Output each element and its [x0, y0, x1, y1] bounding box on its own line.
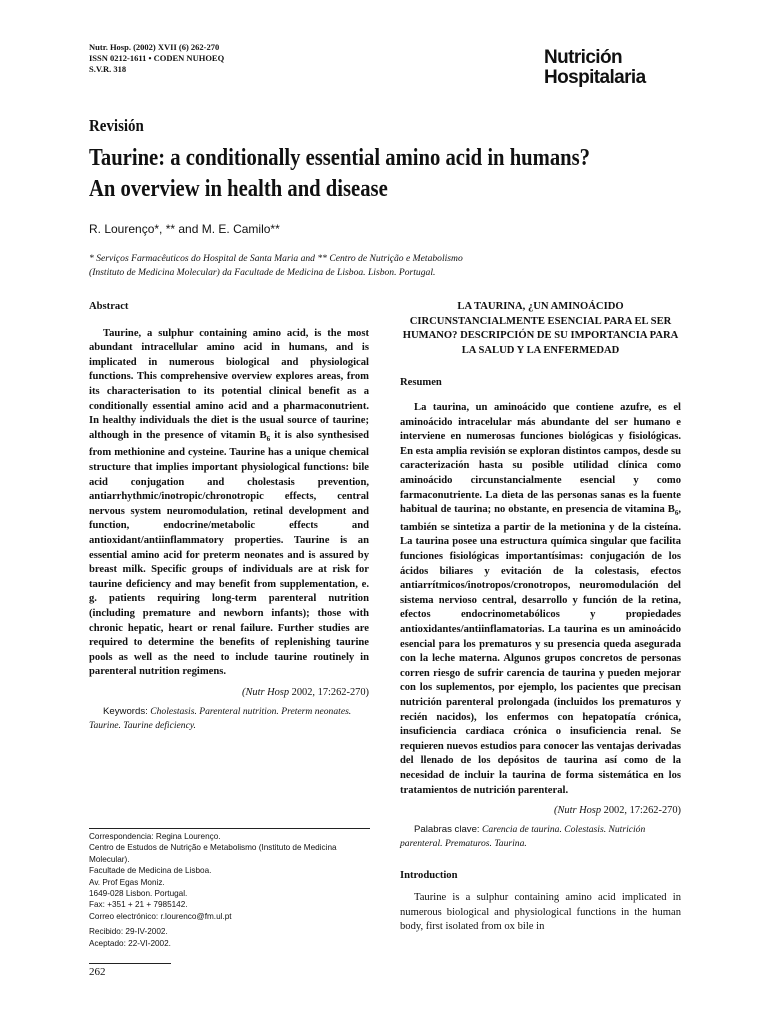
spanish-title: LA TAURINA, ¿UN AMINOÁCIDO CIRCUNSTANCIALMENTE ESENCIAL PARA EL SER HUMANO? DESCRIPCIÓN DE SU IMPORTANCIA PARA LA SALUD Y LA ENFERMEDAD — [402, 301, 679, 356]
page-number-divider — [89, 963, 171, 964]
affiliation-line-2: (Instituto de Medicina Molecular) da Facultade de Medicina de Lisboa. Lisbon. Portugal. — [89, 267, 436, 278]
journal-meta — [89, 42, 224, 75]
journal-logo — [544, 48, 680, 88]
correspondence — [89, 831, 374, 949]
corr-line: 1649-028 Lisbon. Portugal. — [89, 889, 188, 899]
corr-line: Facultade de Medicina de Lisboa. — [89, 866, 212, 876]
received-date: Recibido: 29-IV-2002. — [89, 927, 168, 937]
abstract-citation — [89, 686, 369, 701]
introduction-heading: Introduction — [400, 869, 458, 881]
introduction-body: Taurine is a sulphur containing amino acid implicated in numerous biological and physiological functions in the human body, first isolated from ox bile in — [400, 892, 681, 933]
resumen-heading: Resumen — [400, 377, 442, 389]
affiliation-line-1: * Serviços Farmacêuticos do Hospital de Santa Maria and ** Centro de Nutrição e Metabolismo — [89, 253, 463, 264]
corr-line: Fax: +351 + 21 + 7985142. — [89, 900, 188, 910]
corr-line: Centro de Estudos de Nutrição e Metabolismo (Instituto de Medicina Molecular). — [89, 843, 337, 864]
meta-line: Nutr. Hosp. (2002) XVII (6) 262-270 — [89, 42, 220, 52]
article-title — [89, 143, 605, 205]
vitamin-subscript-es: 6 — [674, 509, 679, 518]
abstract-text-part2: it is also synthesised from methionine and cysteine. Taurine has a unique chemical structure that implies important physiological functions: bile acid conjugation and cholestasis prevention, antiarrhythmic/inotropic/chronotropic effects, central nervous system neuromodulation, retinal development and function, endocrine/metabolic effects and antioxidant/antiinflammatory properties. Taurine is an essential amino acid for preterm neonates and is assured by breast milk. Specific groups of individuals are at risk for taurine deficiency and may benefit from supplementation, e. g. patients requiring long-term parenteral nutrition (including premature and newborn infants); those with chronic hepatic, heart or renal failure. Further studies are required to determine the benefits of replenishing taurine pools as well as the need to include taurine routinely in parenteral nutrition regimens. — [89, 429, 369, 678]
abstract-body — [89, 327, 369, 680]
affiliations — [89, 252, 689, 280]
abstract-column — [89, 300, 369, 733]
corr-line: Av. Prof Egas Moniz. — [89, 877, 165, 887]
meta-line: ISSN 0212-1611 • CODEN NUHOEQ — [89, 53, 225, 63]
section-label: Revisión — [89, 116, 144, 135]
meta-line: S.V.R. 318 — [89, 64, 127, 74]
corr-email: Correo electrónico: r.lourenco@fm.ul.pt — [89, 911, 232, 921]
citation-journal-es: (Nutr Hosp — [553, 805, 602, 817]
citation-journal: (Nutr Hosp — [241, 686, 290, 698]
citation-details: 2002, 17:262-270) — [289, 686, 369, 698]
page-number: 262 — [89, 966, 106, 978]
keywords-label: Keywords: — [103, 705, 148, 717]
abstract-keywords — [89, 705, 369, 733]
palabras-clave-value: Carencia de taurina. Colestasis. Nutrición parenteral. Prematuros. Taurina. — [400, 823, 646, 849]
palabras-clave-label: Palabras clave: — [414, 823, 480, 835]
authors: R. Lourenço*, ** and M. E. Camilo** — [89, 222, 280, 236]
logo-line-2: Hospitalaria — [544, 67, 646, 88]
accepted-date: Aceptado: 22-VI-2002. — [89, 938, 171, 948]
title-line-2: An overview in health and disease — [89, 176, 388, 202]
resumen-text-part1: La taurina, un aminoácido que contiene azufre, es el aminoácido intracelular más abundante del ser humano e interviene en numerosas funciones biológicas y fisiológicas. En esta amplia revisión se exploran distintos campos, desde su caracterización hasta su posible utilidad clínica como aminoácido circunstancialmente esencial y como farmaconutriente. La dieta de las personas sanas es la fuente habitual de taurina; no obstante, en presencia de vitamina B — [400, 401, 681, 516]
resumen-text-part2: , también se sintetiza a partir de la metionina y de la cisteína. La taurina posee una estructura química singular que facilita funciones fisiológicas importantísimas: conjugación de los ácidos biliares y evitación de la colestasis, efectos antiarrítmicos/inotropos/cronotropos, neuromodulación del sistema nervioso central, desarrollo y función de la retina, efectos endocrinometabólicos y propiedades antioxidantes/antiinflamatorias. La taurina es un aminoácido esencial para los prematuros y su presencia queda asegurada con la leche materna. Algunos grupos concretos de personas corren riesgo de sufrir carencia de taurina y pueden mejorar con los suplementos, por ejemplo, los pacientes que precisan nutrición parenteral prolongada (incluidos los prematuros y recién nacidos), los enfermos con hepatopatía crónica, insuficiencia cardiaca crónica o insuficiencia renal. Se requieren nuevos estudios para conocer las ventajas derivadas del llenado de los depósitos de taurina así como de la necesidad de incluir la taurina de forma sistemática en los tratamientos de nutrición parenteral. — [400, 504, 681, 796]
resumen-column — [400, 300, 681, 935]
abstract-heading: Abstract — [89, 301, 129, 312]
corr-line: Correspondencia: Regina Lourenço. — [89, 832, 221, 841]
logo-line-1: Nutrición — [544, 47, 622, 68]
citation-details-es: 2002, 17:262-270) — [601, 805, 681, 817]
resumen-citation — [400, 804, 681, 819]
resumen-body — [400, 401, 681, 798]
keywords-value: Cholestasis. Parenteral nutrition. Preterm neonates. Taurine. Taurine deficiency. — [89, 705, 352, 731]
abstract-text-part1: Taurine, a sulphur containing amino acid, is the most abundant intracellular amino acid in humans, and is implicated in numerous biological and physiological functions. This comprehensive overview explores areas, from its characterisation to its potential clinical benefit as a conditionally essential amino acid and a pharmaconutrient. In healthy individuals the diet is the usual source of taurine; although in the presence of vitamin B — [89, 327, 369, 441]
vitamin-subscript: 6 — [266, 434, 271, 443]
title-line-1: Taurine: a conditionally essential amino acid in humans? — [89, 145, 591, 171]
correspondence-divider — [89, 828, 370, 829]
resumen-keywords — [400, 823, 681, 851]
